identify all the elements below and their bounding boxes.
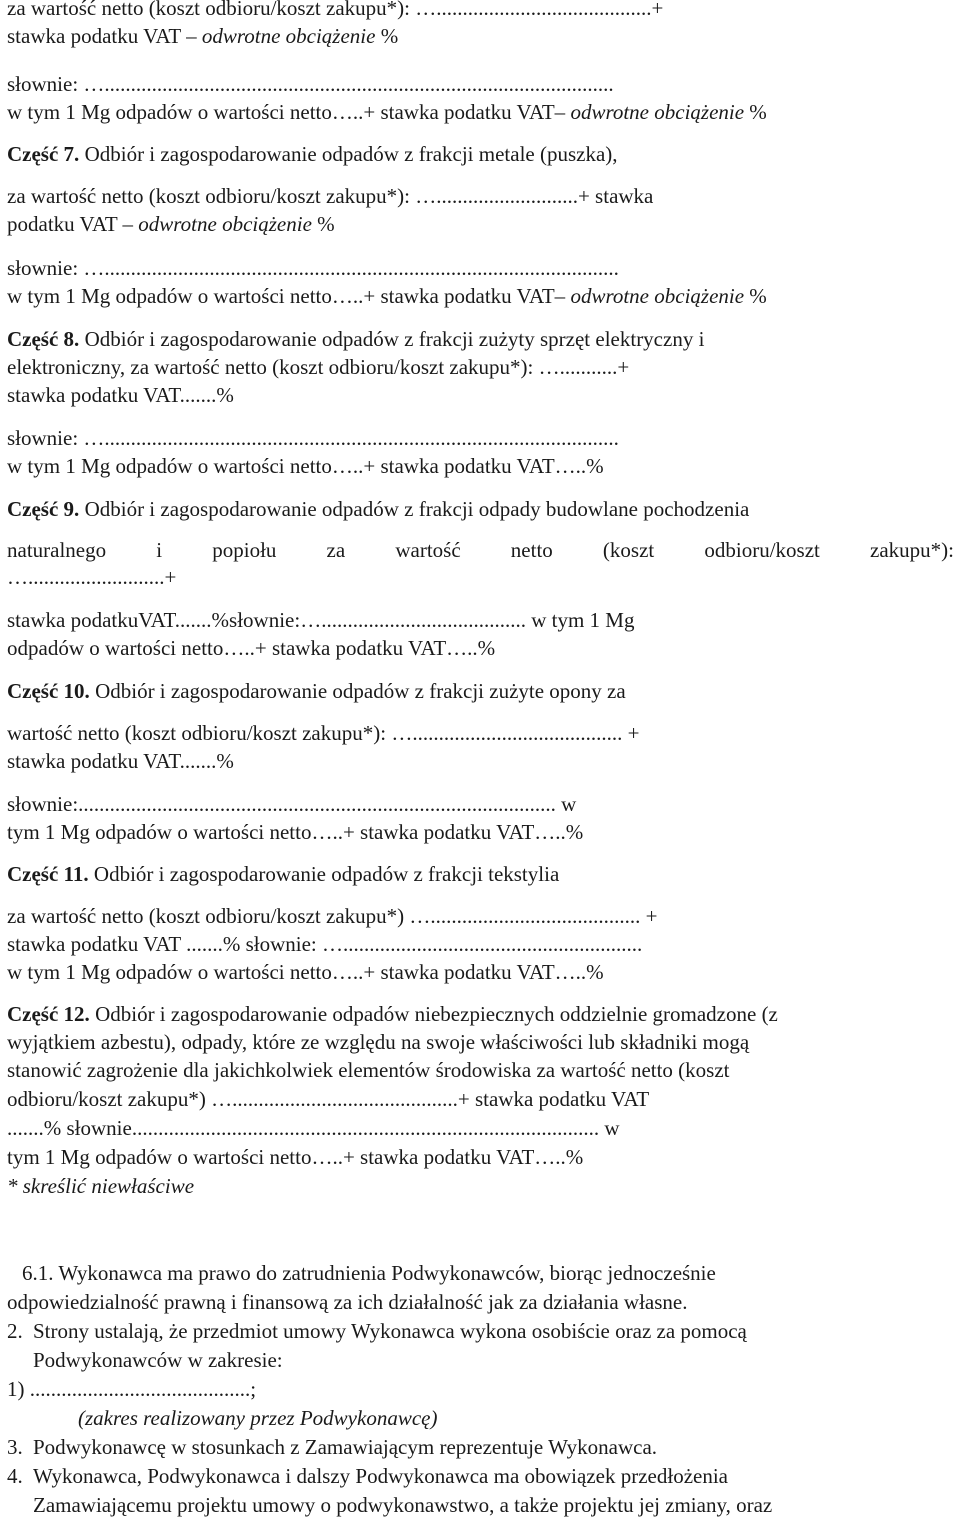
part10-line-3: stawka podatku VAT.......% [7, 749, 234, 773]
part8-line-4: słownie: ….................................................................................................. [7, 426, 619, 450]
part9-line-3: …..........................+ [7, 565, 177, 589]
part9-line-4: stawka podatkuVAT.......%słownie:…....................................... w tym 1 Mg [7, 608, 635, 632]
part8-line-5: w tym 1 Mg odpadów o wartości netto…..+ stawka podatku VAT…..% [7, 454, 604, 478]
p3-number: 3. [7, 1435, 23, 1459]
p2-number: 2. [7, 1319, 23, 1343]
part7-heading: Część 7. Odbiór i zagospodarowanie odpadów z frakcji metale (puszka), [7, 142, 618, 166]
part11-line-3: stawka podatku VAT .......% słownie: …......................................................... [7, 932, 643, 956]
p2-caption: (zakres realizowany przez Podwykonawcę) [78, 1406, 438, 1430]
p2-line-2: Podwykonawców w zakresie: [33, 1348, 283, 1372]
part11-heading: Część 11. Odbiór i zagospodarowanie odpadów z frakcji tekstylia [7, 862, 560, 886]
p4-line-2: Zamawiającemu projektu umowy o podwykonawstwo, a także projektu jej zmiany, oraz [33, 1493, 773, 1517]
p4-line-1: Wykonawca, Podwykonawca i dalszy Podwykonawca ma obowiązek przedłożenia [33, 1464, 728, 1488]
part10-line-2: wartość netto (koszt odbioru/koszt zakupu*): …........................................ + [7, 721, 640, 745]
part12-line-2: wyjątkiem azbestu), odpady, które ze względu na swoje właściwości lub składniki mogą [7, 1030, 750, 1054]
p2-item: 1) ..........................................; [7, 1377, 257, 1401]
part12-line-3: stanowić zagrożenie dla jakichkolwiek elementów środowiska za wartość netto (koszt [7, 1058, 730, 1082]
part12-line-5: .......% słownie......................................................................................... w [7, 1116, 620, 1140]
part8-line-3: stawka podatku VAT.......% [7, 383, 234, 407]
top-line-2: stawka podatku VAT – odwrotne obciążenie % [7, 24, 399, 48]
top-line-1: za wartość netto (koszt odbioru/koszt zakupu*): ….........................................+ [7, 0, 664, 20]
part7-line-2: za wartość netto (koszt odbioru/koszt zakupu*): …...........................+ stawka [7, 184, 654, 208]
part7-line-3: podatku VAT – odwrotne obciążenie % [7, 212, 335, 236]
part9-line-2: naturalnego i popiołu za wartość netto (koszt odbioru/koszt zakupu*): [7, 538, 954, 562]
part8-heading: Część 8. Odbiór i zagospodarowanie odpadów z frakcji zużyty sprzęt elektryczny i [7, 327, 705, 351]
part12-heading: Część 12. Odbiór i zagospodarowanie odpadów niebezpiecznych oddzielnie gromadzone (z [7, 1002, 778, 1026]
part11-line-4: w tym 1 Mg odpadów o wartości netto…..+ stawka podatku VAT…..% [7, 960, 604, 984]
section6-p1-line-2: odpowiedzialność prawną i finansową za ich działalność jak za działania własne. [7, 1290, 688, 1314]
part11-line-2: za wartość netto (koszt odbioru/koszt zakupu*) …........................................ + [7, 904, 658, 928]
part10-line-4: słownie:........................................................................................... w [7, 792, 577, 816]
part12-line-6: tym 1 Mg odpadów o wartości netto…..+ stawka podatku VAT…..% [7, 1145, 584, 1169]
top-line-3: słownie: …................................................................................................. [7, 72, 614, 96]
p4-number: 4. [7, 1464, 23, 1488]
part10-line-5: tym 1 Mg odpadów o wartości netto…..+ stawka podatku VAT…..% [7, 820, 584, 844]
p2-line-1: Strony ustalają, że przedmiot umowy Wykonawca wykona osobiście oraz za pomocą [33, 1319, 747, 1343]
part9-line-5: odpadów o wartości netto…..+ stawka podatku VAT…..% [7, 636, 496, 660]
p3-line-1: Podwykonawcę w stosunkach z Zamawiającym reprezentuje Wykonawca. [33, 1435, 658, 1459]
footnote: * skreślić niewłaściwe [7, 1174, 195, 1198]
part7-line-5: w tym 1 Mg odpadów o wartości netto…..+ stawka podatku VAT– odwrotne obciążenie % [7, 284, 767, 308]
part12-line-4: odbioru/koszt zakupu*) …...........................................+ stawka podatku VAT [7, 1087, 650, 1111]
part9-heading: Część 9. Odbiór i zagospodarowanie odpadów z frakcji odpady budowlane pochodzenia [7, 497, 750, 521]
part10-heading: Część 10. Odbiór i zagospodarowanie odpadów z frakcji zużyte opony za [7, 679, 626, 703]
section6-p1-line-1: 6.1. Wykonawca ma prawo do zatrudnienia Podwykonawców, biorąc jednocześnie [22, 1261, 716, 1285]
top-line-4: w tym 1 Mg odpadów o wartości netto…..+ stawka podatku VAT– odwrotne obciążenie % [7, 100, 767, 124]
part7-line-4: słownie: ….................................................................................................. [7, 256, 619, 280]
part8-line-2: elektroniczny, za wartość netto (koszt odbioru/koszt zakupu*): …...........+ [7, 355, 630, 379]
